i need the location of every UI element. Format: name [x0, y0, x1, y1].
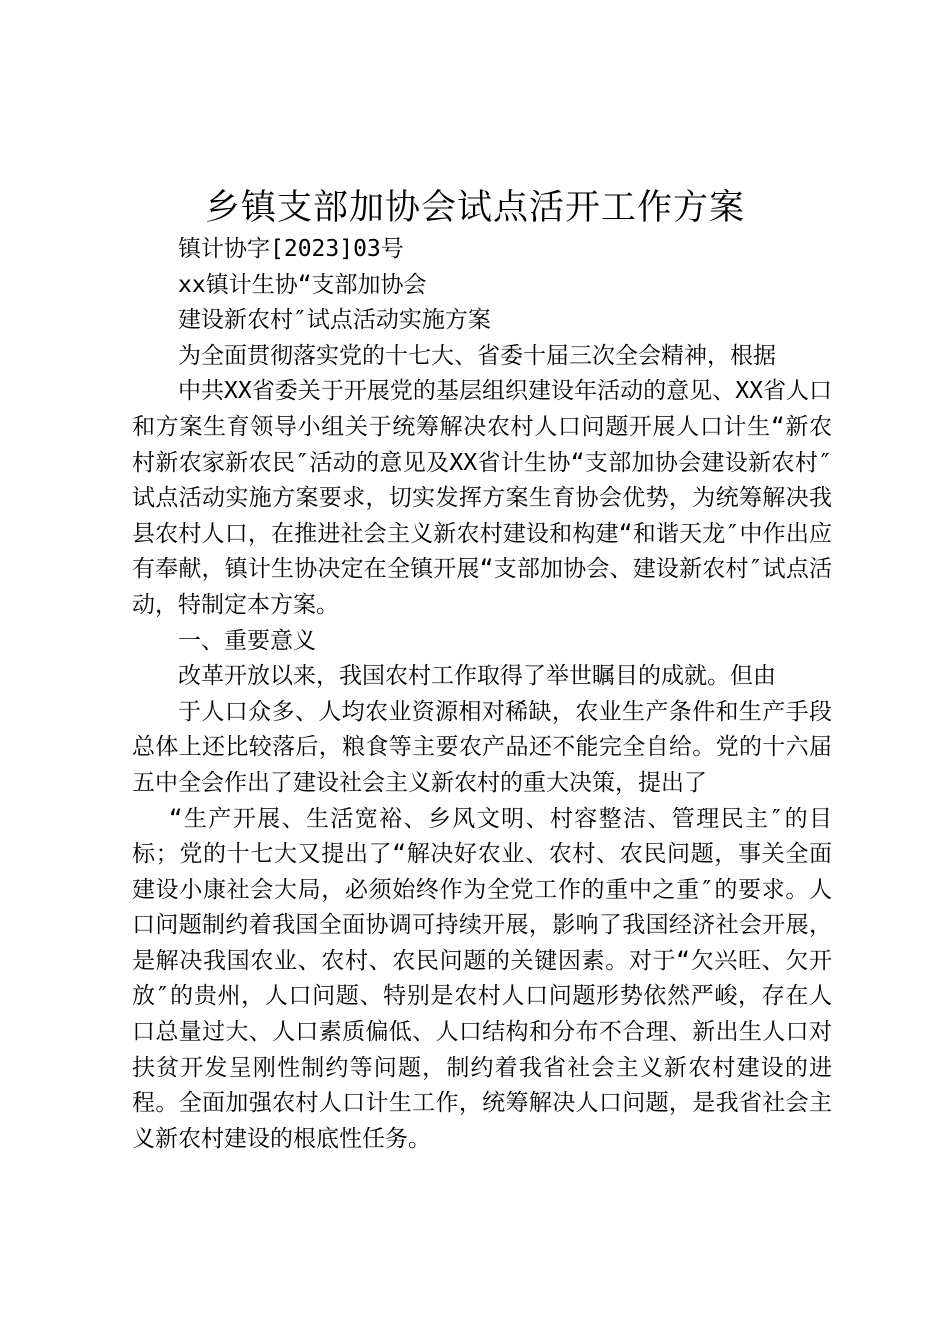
- paragraph-population: 于人口众多、人均农业资源相对稀缺，农业生产条件和生产手段总体上还比较落后，粮食等主要农产品还不能完全自给。党的十六届五中全会作出了建设社会主义新农村的重大决策，提出了: [132, 698, 832, 796]
- plan-heading-line-1: xx镇计生协“支部加协会: [178, 271, 427, 298]
- document-number: 镇计协字[2023]03号: [178, 236, 404, 262]
- section-heading-significance: 一、重要意义: [178, 627, 316, 654]
- document-body: [132, 232, 832, 1157]
- paragraph-goals: “生产开展、生活宽裕、乡风文明、村容整洁、管理民主″的目标；党的十七大又提出了“解决好农业、农村、农民问题，事关全面建设小康社会大局，必须始终作为全党工作的重中之重″的要求。人口问题制约着我国全面协调可持续开展，影响了我国经济社会开展，是解决我国农业、农村、农民问题的关键因素。对于“欠兴旺、欠开放″的贵州，人口问题、特别是农村人口问题形势依然严峻，存在人口总量过大、人口素质偏低、人口结构和分布不合理、新出生人口对扶贫开发呈刚性制约等问题，制约着我省社会主义新农村建设的进程。全面加强农村人口计生工作，统筹解决人口问题，是我省社会主义新农村建设的根底性任务。: [132, 805, 832, 1152]
- plan-heading-line-2: 建设新农村″试点活动实施方案: [178, 307, 491, 334]
- paragraph-basis: 中共XX省委关于开展党的基层组织建设年活动的意见、XX省人口和方案生育领导小组关于统筹解决农村人口问题开展人口计生“新农村新农家新农民″活动的意见及XX省计生协“支部加协会建设新农村″试点活动实施方案要求，切实发挥方案生育协会优势，为统筹解决我县农村人口，在推进社会主义新农村建设和构建“和谐天龙″中作出应有奉献，镇计生协决定在全镇开展“支部加协会、建设新农村″试点活动，特制定本方案。: [132, 378, 832, 618]
- paragraph-intro: 为全面贯彻落实党的十七大、省委十届三次全会精神，根据: [178, 342, 776, 369]
- paragraph-reform: 改革开放以来，我国农村工作取得了举世瞩目的成就。但由: [178, 663, 776, 690]
- document-title: 乡镇支部加协会试点活开工作方案: [204, 188, 745, 228]
